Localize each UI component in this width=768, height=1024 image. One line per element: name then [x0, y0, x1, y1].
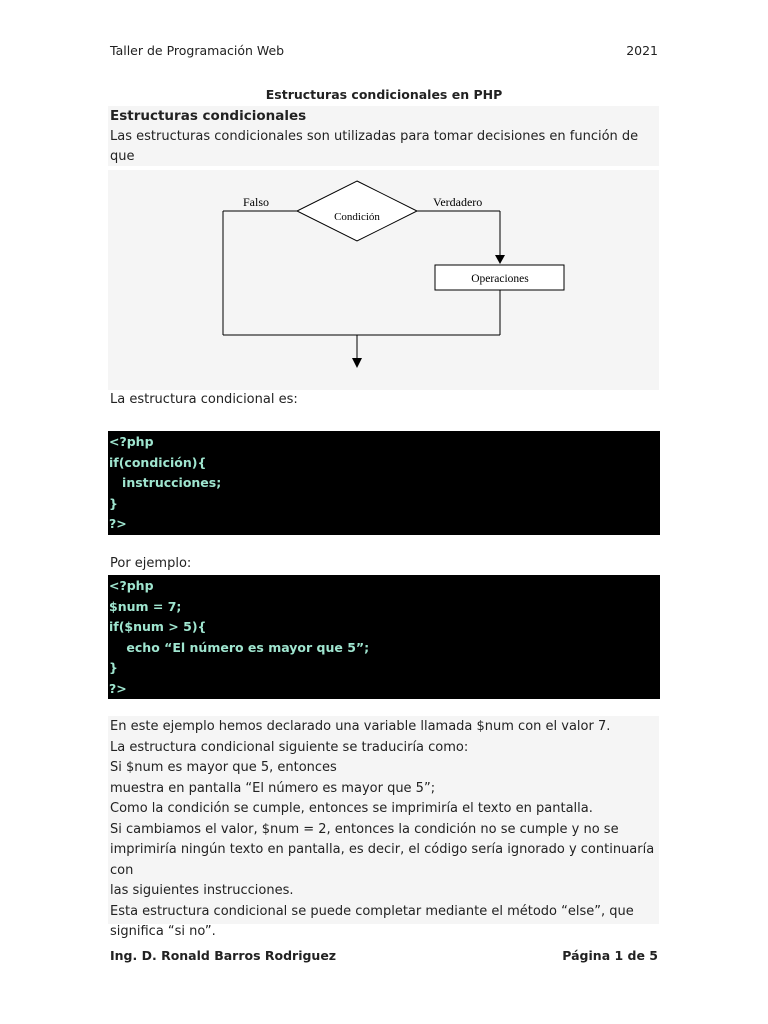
footer-author: Ing. D. Ronald Barros Rodriguez: [110, 948, 337, 963]
header-year: 2021: [626, 43, 658, 58]
code-line: }: [109, 660, 118, 675]
code-line: <?php: [109, 434, 154, 449]
structure-label: La estructura condicional es:: [110, 392, 298, 407]
explanation-line: imprimiría ningún texto en pantalla, es decir, el código sería ignorado y continuaría con: [110, 842, 655, 878]
condition-label: Condición: [334, 211, 380, 223]
flowchart-diagram: [205, 175, 585, 385]
explanation-line: muestra en pantalla “El número es mayor que 5”;: [110, 780, 436, 796]
code-line: ?>: [109, 516, 127, 531]
explanation-line: las siguientes instrucciones.: [110, 883, 294, 898]
header-course: Taller de Programación Web: [110, 43, 285, 58]
page-title: Estructuras condicionales en PHP: [265, 87, 503, 102]
operations-label: Operaciones: [471, 273, 529, 285]
explanation-line: Como la condición se cumple, entonces se imprimiría el texto en pantalla.: [110, 801, 593, 816]
explanation-line: Si cambiamos el valor, $num = 2, entonces la condición no se cumple y no se: [110, 821, 619, 837]
explanation-block: [110, 717, 660, 943]
footer-page-number: Página 1 de 5: [562, 948, 658, 963]
code-line: echo “El número es mayor que 5”;: [109, 639, 370, 655]
explanation-line: Si $num es mayor que 5, entonces: [110, 760, 337, 775]
section-heading: Estructuras condicionales: [110, 108, 307, 124]
explanation-line: Esta estructura condicional se puede completar mediante el método “else”, que: [110, 903, 634, 919]
code-line: if($num > 5){: [109, 619, 207, 634]
code-line: $num = 7;: [109, 598, 182, 614]
exit-arrow: [352, 358, 362, 368]
code-block-example: [108, 575, 660, 699]
explanation-line: significa “si no”.: [110, 924, 216, 939]
code-line: ?>: [109, 680, 127, 696]
explanation-line: En este ejemplo hemos declarado una variable llamada $num con el valor 7.: [110, 719, 611, 734]
code-line: if(condición){: [109, 454, 207, 470]
code-line: instrucciones;: [109, 475, 222, 490]
structure-label-block: [110, 390, 660, 411]
false-label: Falso: [243, 195, 270, 209]
code-block-structure: [108, 431, 660, 535]
code-line: <?php: [109, 578, 154, 593]
arrow-to-operations: [495, 255, 505, 264]
true-label: Verdadero: [433, 195, 483, 209]
explanation-line: La estructura condicional siguiente se traduciría como:: [110, 739, 469, 755]
intro-line: Las estructuras condicionales son utilizadas para tomar decisiones en función de que: [110, 128, 639, 164]
example-label: Por ejemplo:: [110, 556, 192, 571]
code-line: }: [109, 495, 118, 511]
example-label-block: [110, 554, 660, 575]
